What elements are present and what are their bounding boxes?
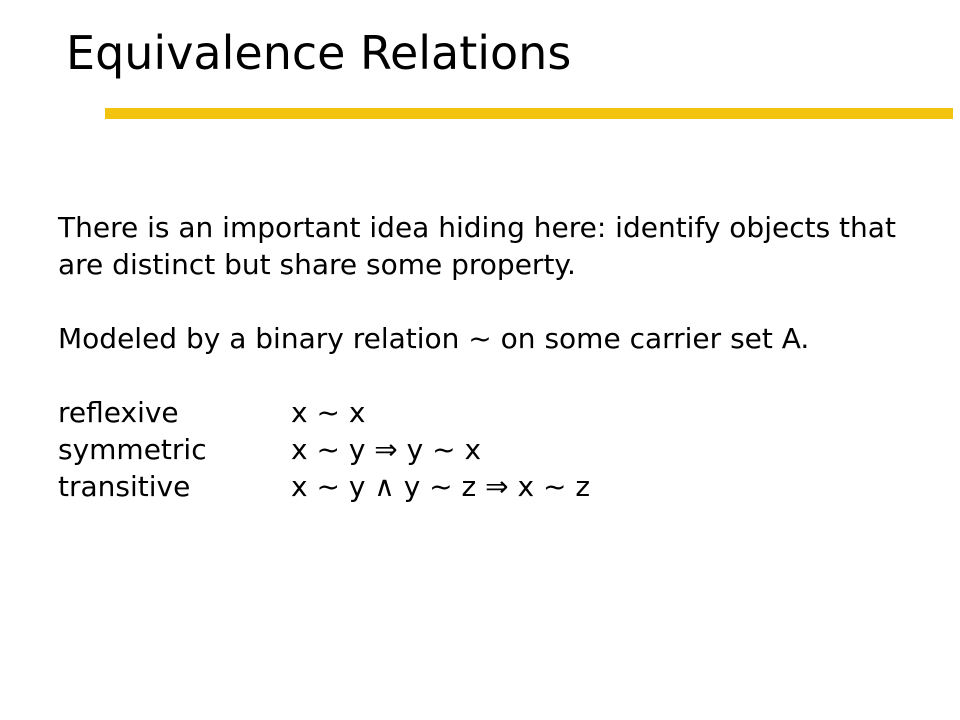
paragraph-spacer	[58, 357, 918, 394]
paragraph-important-idea: There is an important idea hiding here: identify objects that are distinct but share some property.	[58, 211, 896, 281]
slide-body	[58, 209, 918, 505]
paragraph-spacer	[58, 283, 918, 320]
property-formula: x ~ y ∧ y ~ z ⇒ x ~ z	[291, 470, 591, 503]
property-name: symmetric	[58, 433, 207, 466]
property-formula: x ~ x	[291, 396, 366, 429]
property-formula: x ~ y ⇒ y ~ x	[291, 433, 482, 466]
paragraph-binary-relation: Modeled by a binary relation ~ on some carrier set A.	[58, 322, 810, 355]
property-row-reflexive	[58, 394, 918, 431]
property-row-transitive	[58, 468, 918, 505]
property-name: transitive	[58, 470, 191, 503]
property-name: reflexive	[58, 396, 179, 429]
property-row-symmetric	[58, 431, 918, 468]
title-underline-bar	[105, 108, 953, 119]
slide-title: Equivalence Relations	[66, 26, 572, 80]
